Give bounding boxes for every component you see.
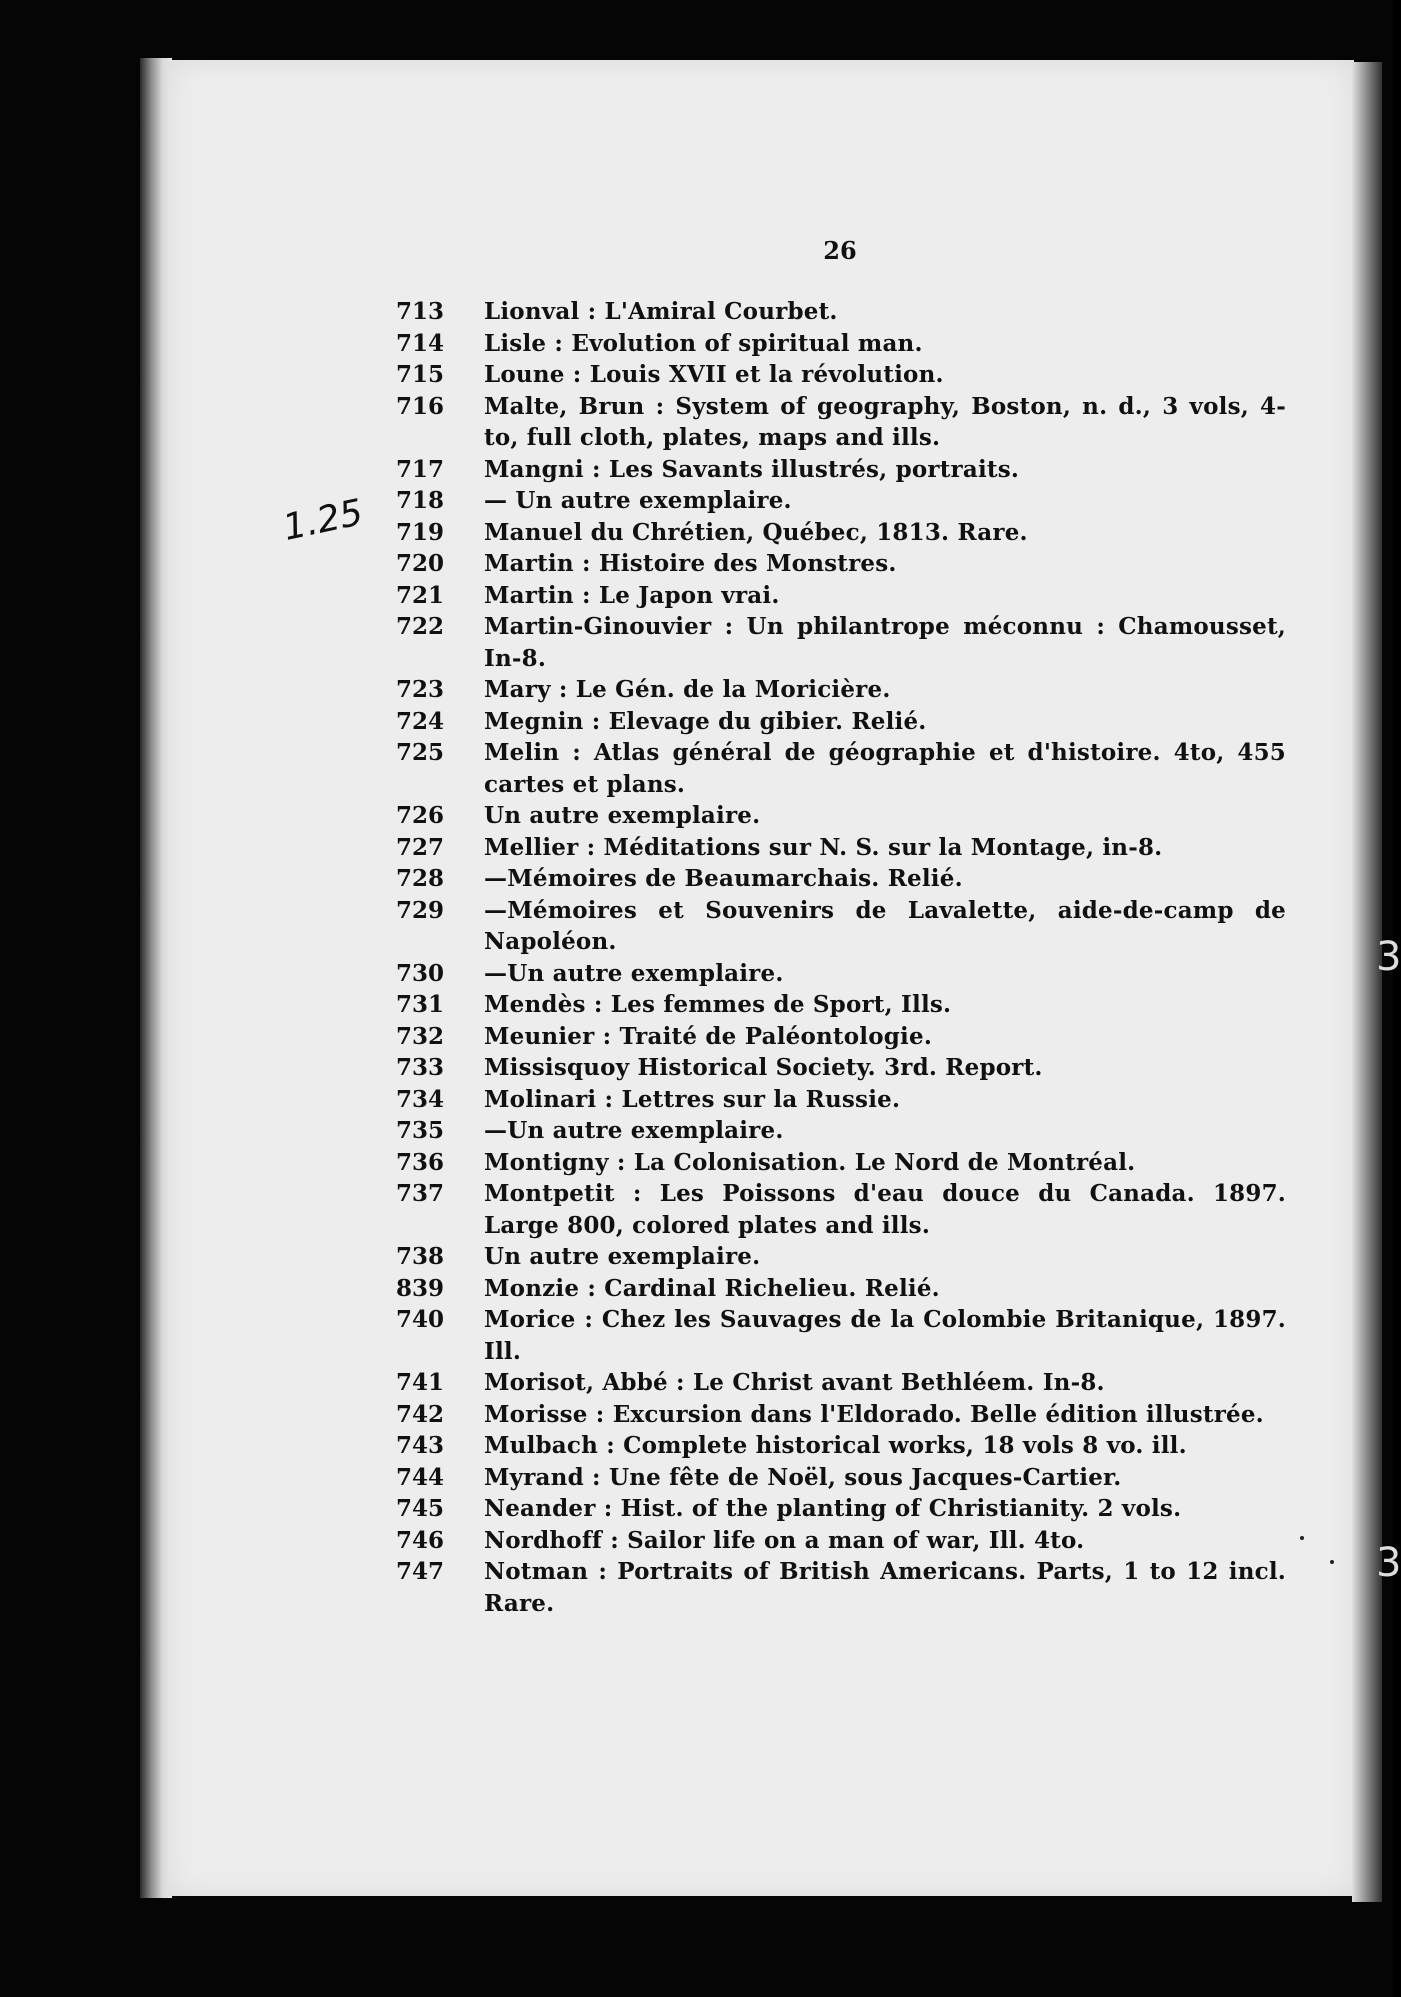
entry-text: —Un autre exemplaire. — [484, 1117, 784, 1144]
entry-text: Montpetit : Les Poissons d'eau douce du Canada. 1897. Large 800, colored plates and ills. — [484, 1180, 1286, 1239]
catalog-entry — [396, 517, 1286, 549]
entry-text: Megnin : Elevage du gibier. Relié. — [484, 707, 927, 735]
entry-text: Manuel du Chrétien, Québec, 1813. Rare. — [484, 518, 1028, 546]
catalog-entry — [396, 548, 1286, 580]
entry-number: 727 — [396, 833, 445, 861]
catalog-entry-list — [396, 296, 1286, 1619]
entry-number: 726 — [396, 802, 445, 829]
entry-number: 741 — [396, 1369, 445, 1396]
entry-text: Martin : Le Japon vrai. — [484, 581, 780, 609]
entry-text: Molinari : Lettres sur la Russie. — [484, 1085, 901, 1113]
entry-text: Meunier : Traité de Paléontologie. — [484, 1022, 933, 1050]
catalog-entry — [396, 1367, 1286, 1399]
catalog-entry — [396, 1052, 1286, 1084]
entry-number: 734 — [396, 1085, 445, 1113]
entry-number: 724 — [396, 707, 445, 735]
entry-number: 738 — [396, 1243, 445, 1270]
entry-number: 733 — [396, 1054, 445, 1081]
entry-number: 745 — [396, 1495, 445, 1522]
catalog-entry — [396, 1273, 1286, 1305]
catalog-entry — [396, 328, 1286, 360]
entry-text: —Mémoires et Souvenirs de Lavalette, aide-de-camp de Napoléon. — [484, 896, 1286, 955]
entry-number: 744 — [396, 1463, 445, 1491]
entry-text: Montigny : La Colonisation. Le Nord de Montréal. — [484, 1148, 1136, 1176]
entry-text: — Un autre exemplaire. — [484, 487, 792, 514]
catalog-entry — [396, 989, 1286, 1021]
entry-number: 723 — [396, 676, 445, 703]
catalog-entry — [396, 1525, 1286, 1557]
entry-number: 735 — [396, 1117, 445, 1144]
entry-number: 743 — [396, 1432, 445, 1459]
entry-text: Nordhoff : Sailor life on a man of war, Ill. 4to. — [484, 1526, 1085, 1554]
catalog-entry — [396, 1115, 1286, 1147]
entry-number: 732 — [396, 1022, 445, 1050]
entry-number: 742 — [396, 1400, 445, 1428]
entry-number: 722 — [396, 613, 445, 640]
catalog-entry — [396, 832, 1286, 864]
catalog-entry — [396, 485, 1286, 517]
entry-number: 720 — [396, 550, 445, 577]
entry-text: —Mémoires de Beaumarchais. Relié. — [484, 865, 963, 892]
catalog-entry — [396, 1084, 1286, 1116]
entry-text: —Un autre exemplaire. — [484, 959, 784, 987]
catalog-entry — [396, 1493, 1286, 1525]
entry-number: 737 — [396, 1180, 445, 1207]
entry-text: Mary : Le Gén. de la Moricière. — [484, 676, 891, 703]
catalog-entry — [396, 580, 1286, 612]
entry-text: Loune : Louis XVII et la révolution. — [484, 361, 944, 388]
entry-text: Myrand : Une fête de Noël, sous Jacques-Cartier. — [484, 1463, 1122, 1491]
catalog-entry — [396, 391, 1286, 454]
entry-number: 728 — [396, 865, 445, 892]
entry-text: Martin : Histoire des Monstres. — [484, 550, 897, 577]
catalog-entry — [396, 454, 1286, 486]
entry-text: Mangni : Les Savants illustrés, portraits. — [484, 455, 1020, 483]
entry-text: Un autre exemplaire. — [484, 1243, 761, 1270]
entry-text: Mendès : Les femmes de Sport, Ills. — [484, 991, 952, 1018]
entry-number: 729 — [396, 896, 445, 924]
handwritten-price-annotation: 1.25 — [279, 492, 367, 549]
entry-number: 736 — [396, 1148, 445, 1176]
entry-text: Morice : Chez les Sauvages de la Colombie Britanique, 1897. Ill. — [484, 1306, 1286, 1365]
entry-text: Un autre exemplaire. — [484, 802, 761, 829]
entry-number: 747 — [396, 1558, 445, 1585]
entry-text: Missisquoy Historical Society. 3rd. Report. — [484, 1054, 1043, 1081]
entry-number: 839 — [396, 1274, 445, 1302]
entry-number: 714 — [396, 329, 445, 357]
entry-text: Neander : Hist. of the planting of Christianity. 2 vols. — [484, 1495, 1182, 1522]
entry-text: Lisle : Evolution of spiritual man. — [484, 329, 923, 357]
entry-number: 730 — [396, 959, 445, 987]
catalog-entry — [396, 1430, 1286, 1462]
entry-text: Mulbach : Complete historical works, 18 vols 8 vo. ill. — [484, 1432, 1187, 1459]
entry-number: 731 — [396, 991, 445, 1018]
entry-number: 746 — [396, 1526, 445, 1554]
catalog-entry — [396, 958, 1286, 990]
catalog-entry — [396, 895, 1286, 958]
catalog-entry — [396, 359, 1286, 391]
entry-number: 725 — [396, 739, 445, 766]
entry-text: Morisse : Excursion dans l'Eldorado. Belle édition illustrée. — [484, 1400, 1264, 1428]
catalog-entry — [396, 1241, 1286, 1273]
catalog-entry — [396, 1462, 1286, 1494]
catalog-entry — [396, 1556, 1286, 1619]
handwritten-margin-mark-top: 3 — [1376, 934, 1401, 980]
entry-text: Mellier : Méditations sur N. S. sur la Montage, in-8. — [484, 833, 1163, 861]
entry-number: 740 — [396, 1306, 445, 1333]
entry-text: Morisot, Abbé : Le Christ avant Bethléem. In-8. — [484, 1369, 1105, 1396]
catalog-entry — [396, 674, 1286, 706]
paper-speck — [1330, 1560, 1334, 1564]
entry-text: Monzie : Cardinal Richelieu. Relié. — [484, 1274, 940, 1302]
entry-number: 717 — [396, 455, 445, 483]
entry-text: Lionval : L'Amiral Courbet. — [484, 298, 838, 325]
catalog-entry — [396, 1147, 1286, 1179]
entry-number: 721 — [396, 581, 445, 609]
handwritten-margin-mark-bottom: 3 — [1376, 1540, 1401, 1586]
catalog-entry — [396, 1304, 1286, 1367]
entry-number: 716 — [396, 392, 445, 420]
entry-number: 718 — [396, 487, 445, 514]
page-edge-right — [1352, 62, 1382, 1902]
paper-speck — [1300, 1536, 1304, 1540]
entry-text: Martin-Ginouvier : Un philantrope méconnu : Chamousset, In-8. — [484, 613, 1286, 672]
entry-text: Melin : Atlas général de géographie et d'histoire. 4to, 455 cartes et plans. — [484, 739, 1286, 798]
entry-number: 719 — [396, 518, 445, 546]
catalog-entry — [396, 296, 1286, 328]
entry-number: 715 — [396, 361, 445, 388]
catalog-entry — [396, 706, 1286, 738]
entry-text: Notman : Portraits of British Americans. Parts, 1 to 12 incl. Rare. — [484, 1558, 1286, 1617]
catalog-entry — [396, 1399, 1286, 1431]
catalog-entry — [396, 1021, 1286, 1053]
entry-number: 713 — [396, 298, 445, 325]
page-number: 26 — [823, 236, 857, 265]
catalog-entry — [396, 1178, 1286, 1241]
catalog-entry — [396, 737, 1286, 800]
entry-text: Malte, Brun : System of geography, Boston, n. d., 3 vols, 4-to, full cloth, plates, maps and ills. — [484, 392, 1286, 451]
catalog-entry — [396, 800, 1286, 832]
catalog-entry — [396, 611, 1286, 674]
catalog-entry — [396, 863, 1286, 895]
